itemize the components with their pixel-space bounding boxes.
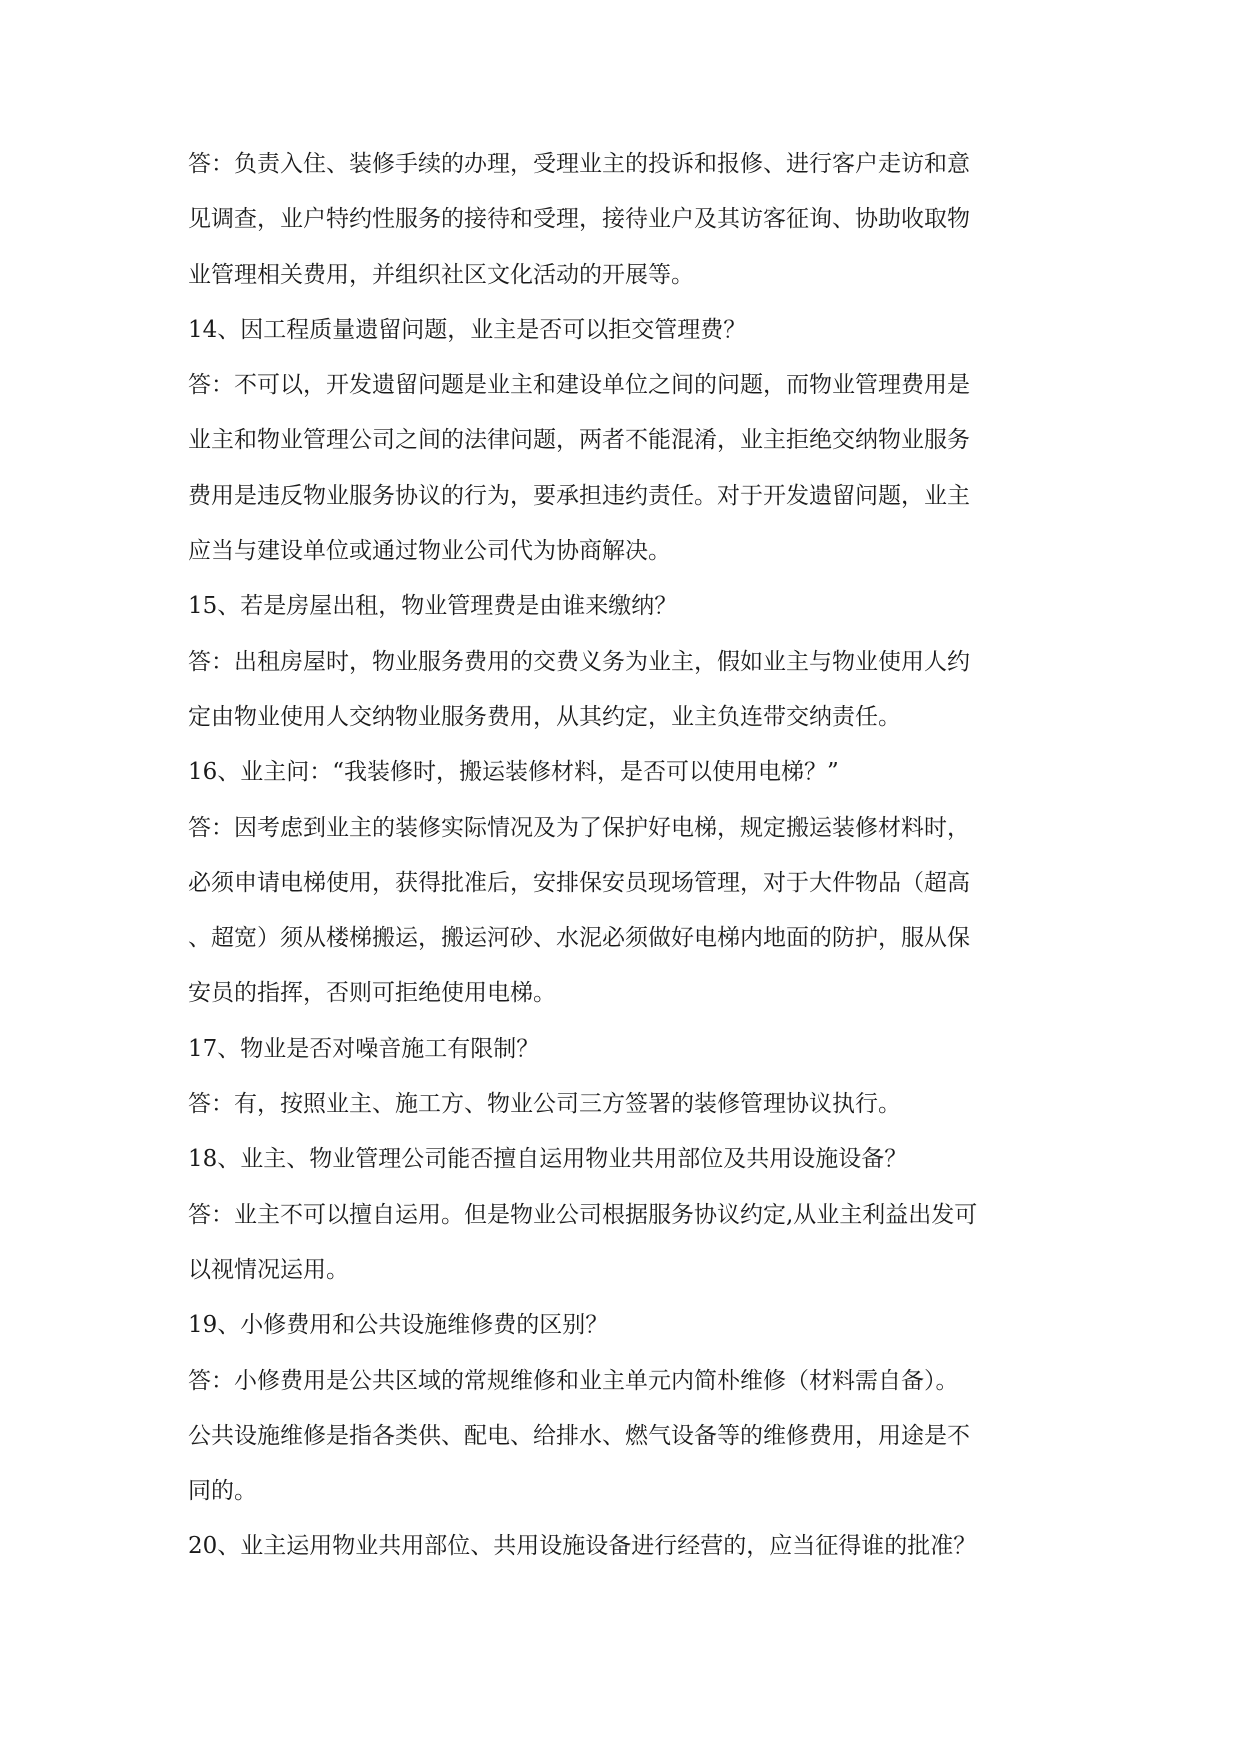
answer-line: 公共设施维修是指各类供、配电、给排水、燃气设备等的维修费用，用途是不 [188,1422,970,1449]
answer-line: 答：因考虑到业主的装修实际情况及为了保护好电梯，规定搬运装修材料时， [188,814,970,841]
answer-line: 答：负责入住、装修手续的办理，受理业主的投诉和报修、进行客户走访和意 [188,151,970,177]
question-line: 20、业主运用物业共用部位、共用设施设备进行经营的，应当征得谁的批准？ [188,1533,977,1560]
answer-line: 答：小修费用是公共区域的常规维修和业主单元内简朴维修（材料需自备）。 [188,1367,959,1394]
answer-line: 同的。 [188,1478,257,1505]
question-line: 14、因工程质量遗留问题，业主是否可以拒交管理费？ [188,316,747,343]
answer-line: 答：出租房屋时，物业服务费用的交费义务为业主，假如业主与物业使用人约 [188,648,970,675]
answer-line: 应当与建设单位或通过物业公司代为协商解决。 [188,538,671,565]
answer-line: 答：有，按照业主、施工方、物业公司三方签署的装修管理协议执行。 [188,1091,901,1118]
answer-line: 、超宽）须从楼梯搬运，搬运河砂、水泥必须做好电梯内地面的防护，服从保 [188,925,970,952]
answer-line: 答：不可以，开发遗留问题是业主和建设单位之间的问题，而物业管理费用是 [188,372,970,399]
question-line: 17、物业是否对噪音施工有限制？ [188,1035,540,1062]
question-line: 16、业主问：“我装修时，搬运装修材料，是否可以使用电梯？” [188,759,839,786]
answer-line: 业主和物业管理公司之间的法律问题，两者不能混淆，业主拒绝交纳物业服务 [188,427,970,454]
answer-line: 以视情况运用。 [188,1256,349,1283]
question-line: 18、业主、物业管理公司能否擅自运用物业共用部位及共用设施设备？ [188,1146,908,1173]
answer-line: 见调查，业户特约性服务的接待和受理，接待业户及其访客征询、协助收取物 [188,206,970,233]
question-line: 15、若是房屋出租，物业管理费是由谁来缴纳？ [188,593,678,620]
answer-line: 安员的指挥，否则可拒绝使用电梯。 [188,980,556,1007]
answer-line: 业管理相关费用，并组织社区文化活动的开展等。 [188,261,694,288]
answer-line: 定由物业使用人交纳物业服务费用，从其约定，业主负连带交纳责任。 [188,703,901,730]
answer-line: 费用是违反物业服务协议的行为，要承担违约责任。对于开发遗留问题，业主 [188,482,970,509]
answer-line: 必须申请电梯使用，获得批准后，安排保安员现场管理，对于大件物品（超高 [188,869,970,896]
answer-line: 答：业主不可以擅自运用。但是物业公司根据服务协议约定,从业主利益出发可 [188,1201,978,1228]
question-line: 19、小修费用和公共设施维修费的区别？ [188,1312,609,1339]
document-body [188,148,1058,1586]
